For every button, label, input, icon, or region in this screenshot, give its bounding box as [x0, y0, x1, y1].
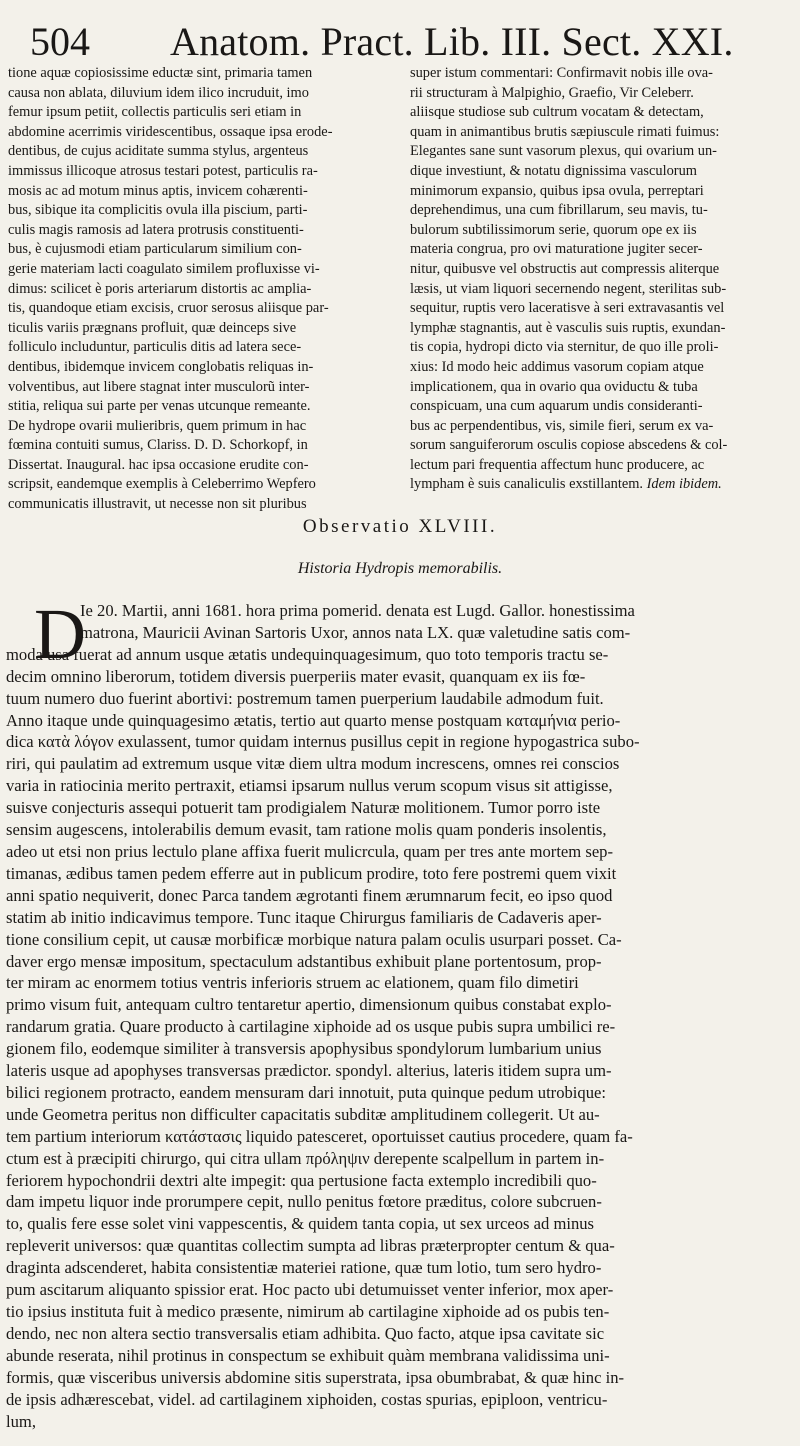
body-lines-line: anni spatio nequiverit, donec Parca tandem ægrotanti finem ærumnarum fecit, eo ipso quod — [6, 885, 613, 905]
left-column-line: stitia, reliqua sui parte per venas utcunque remeante. — [8, 398, 311, 415]
left-column-line: abdomine acerrimis viridescentibus, ossaque ipsa erode- — [8, 123, 333, 140]
source-citation: Idem ibidem. — [646, 476, 722, 493]
left-column-line: dentibus, de cujus aciditate summa stylus, argenteus — [8, 143, 309, 160]
body-lines-line: repleverit universos: quæ quantitas collectim sumpta ad libras præterpropter centum & qua- — [6, 1236, 615, 1256]
body-lines-line: tione consilium cepit, ut causæ morbificæ morbique natura palam oculis usurpari posset. Ca- — [6, 929, 622, 949]
body-lines-line: Anno itaque unde quinquagesimo ætatis, tertio aut quarto mense postquam καταμήνια perio- — [6, 710, 621, 730]
left-column-line: tis, quandoque etiam excisis, cruor serosus aliisque par- — [8, 300, 329, 317]
left-column-line: Dissertat. Inaugural. hac ipsa occasione erudite con- — [8, 456, 309, 473]
left-column-line: De hydrope ovarii mulieribris, quem primum in hac — [8, 417, 307, 434]
body-lines-line: decim omnino liberorum, totidem diversis puerperiis mater evasit, quanquam ex iis fœ- — [6, 666, 586, 686]
left-column-line: immissus illicoque atrosus testari potest, particulis ra- — [8, 162, 318, 179]
left-column-line: femur ipsum petiit, collectis particulis seri etiam in — [8, 104, 302, 121]
page-number: 504 — [30, 19, 90, 64]
body-lines-line: lateris usque ad apophyses transversas prædictor. spondyl. alterius, lateris itidem supra um- — [6, 1061, 612, 1081]
left-column-line: scripsit, eandemque exemplis à Celeberrimo Wepfero — [8, 476, 316, 493]
right-column-line: dique investiunt, & notatu dignissima vasculorum — [410, 162, 697, 179]
left-column-line: culis magis ramosis ad latera protrusis constituenti- — [8, 221, 304, 238]
body-lines-line: suisve conjecturis assequi potuerit tam prodigialem Naturæ molitionem. Tumor porro iste — [6, 798, 601, 818]
observation-subtitle: Historia Hydropis memorabilis. — [297, 560, 503, 577]
body-lines-line: draginta adscenderet, habita consistentiæ materiei ratione, quæ tum lotio, tum sero hydro- — [6, 1258, 602, 1278]
body-lines-line: dica κατὰ λόγον exulassent, tumor quidam internus pusillus cepit in regione hypogastrica subo- — [6, 732, 640, 752]
body-lines-line: riri, qui paulatim ad extremum usque vitæ diem ultra modum increscens, omnes rei conscios — [6, 754, 620, 774]
body-lines-line: tio ipsius instituta fuit à medico præsente, nimirum ab cartilagine xiphoide ad os pubis ten- — [6, 1302, 610, 1321]
body-lines-line: bilici regionem protracto, eandem mensuram dari innotuit, puta quinque pedum utrobique: — [6, 1082, 606, 1102]
body-lines-line: ter miram ac enormem totius ventris inferioris struem ac elationem, quam filo dimetiri — [6, 973, 579, 993]
body-lines-line: statim ab initio indicavimus tempore. Tunc itaque Chirurgus familiaris de Cadaveris aper- — [6, 907, 602, 927]
body-lines-line: matrona, Mauricii Avinan Sartoris Uxor, annos nata LX. quæ valetudine satis com- — [80, 622, 631, 642]
drop-cap: D — [34, 594, 86, 674]
left-column-line: dimus: scilicet è poris arteriarum distortis ac amplia- — [8, 280, 312, 297]
two-column-section — [8, 64, 792, 513]
right-column-line: bulorum subtilissimorum serie, quorum ope ex iis — [410, 221, 697, 238]
right-column — [410, 64, 786, 495]
body-lines-line: gionem filo, eodemque similiter à transversis apophysibus spondylorum lumbarium unius — [6, 1039, 602, 1059]
right-column-line: implicationem, qua in ovario qua oviductu & tuba — [410, 378, 698, 395]
right-column-line: lymphæ stagnantis, aut è vasculis suis ruptis, exundan- — [410, 319, 726, 336]
right-column-line: xius: Id modo heic addimus vasorum copiam atque — [410, 358, 704, 375]
body-lines-line: randarum gratia. Quare producto à cartilagine xiphoide ad os usque pubis supra umbilici re- — [6, 1017, 616, 1037]
left-column-line: ticulis variis prægnans profluit, quæ deinceps sive — [8, 319, 297, 336]
right-column-line: sequitur, ruptis vero laceratisve à seri extravasantis vel — [410, 300, 725, 317]
right-column-line: deprehendimus, una cum fibrillarum, seu mavis, tu- — [410, 202, 708, 219]
body-lines-line: Ie 20. Martii, anni 1681. hora prima pomerid. denata est Lugd. Gallor. honestissima — [80, 601, 635, 620]
body-lines-line: moda usa fuerat ad annum usque ætatis undequinquagesimum, quo toto temporis tractu se- — [6, 644, 609, 664]
left-column-line: causa non ablata, diluvium idem ilico incruduit, imo — [8, 84, 309, 101]
right-column-line: rii structuram à Malpighio, Graefio, Vir Celeberr. — [410, 84, 694, 101]
left-column-line: bus, sibique ita complicitis ovula illa piscium, parti- — [8, 202, 308, 219]
left-column-line: tione aquæ copiosissime eductæ sint, primaria tamen — [8, 65, 313, 81]
body-lines-line: varia in ratiocinia merito pertraxit, etiamsi ipsarum nullus verum scopum visus sit attigisse, — [6, 776, 613, 796]
right-column-line: aliisque studiose sub cultrum vocatam & detectam, — [410, 104, 704, 121]
body-lines-line: dam impetu liquor inde prorumpere cepit, nullo penitus fœtore præditus, colore subcruen- — [6, 1192, 602, 1212]
page-header — [30, 18, 790, 70]
right-column-line: læsis, ut viam liquori secernendo negent, sterilitas sub- — [410, 280, 727, 297]
right-column-line: Elegantes sane sunt vasorum plexus, qui ovarium un- — [410, 143, 717, 160]
left-column-line: volventibus, aut libere stagnat inter musculorũ inter- — [8, 378, 310, 395]
body-lines-line: timanas, ædibus tamen pedem efferre aut in publicum prodire, toto fere postremi quem vixit — [6, 863, 617, 883]
body-lines-line: feriorem hypochondrii dextri alte impegit: qua pertusione facta extemplo incredibili quo- — [6, 1170, 597, 1190]
left-column-line: fœmina contuiti sumus, Clariss. D. D. Schorkopf, in — [8, 437, 308, 454]
observation-title: Observatio XLVIII. — [302, 516, 498, 537]
left-column-line: bus, è cujusmodi etiam particularum similium con- — [8, 241, 302, 258]
main-body-text — [6, 594, 798, 1432]
body-lines-line: tuum numero duo fuerint abortivi: postremum tamen puerperium laudabile admodum fuit. — [6, 688, 604, 708]
body-lines-line: adeo ut etsi non prius lectulo plane affixa fuerit mulicrcula, quam per tres ante mortem sep- — [6, 841, 614, 861]
right-column-line: quam in animantibus brutis sæpiuscule rimati fuimus: — [410, 123, 720, 140]
left-column-line: gerie materiam lacti coagulato similem profluxisse vi- — [8, 260, 320, 277]
left-column — [8, 64, 388, 515]
right-column-line: bus ac perpendentibus, vis, simile fieri, serum ex va- — [410, 417, 714, 434]
left-column-line: mosis ac ad motum minus aptis, invicem cohærenti- — [8, 182, 308, 199]
body-lines-line: to, qualis fere esse solet vini vappescentis, & quidem tanta copia, ut sex urceos ad minus — [6, 1214, 595, 1234]
body-lines-line: primo visum fuit, antequam cultro tentaretur apertio, dimensionum quibus constabat explo- — [6, 995, 612, 1015]
body-lines-line: de ipsis adhærescebat, videl. ad cartilaginem xiphoiden, costas spurias, epiploon, ventricu- — [6, 1389, 608, 1409]
body-lines-line: ctum est à præcipiti chirurgo, qui citra ullam πρόληψιν derepente scalpellum in partem in- — [6, 1148, 605, 1168]
left-column-line: folliculo includuntur, particulis ditis ad latera sece- — [8, 339, 302, 356]
right-column-line: lectum pari frequentia affectum hunc producere, ac — [410, 456, 705, 473]
right-column-line — [410, 475, 786, 495]
body-lines-line: formis, quæ visceribus universis abdomine sitis superstrata, ipsa obumbrabat, & quæ hinc in- — [6, 1367, 625, 1387]
left-column-line: communicatis illustravit, ut necesse non sit pluribus — [8, 496, 307, 513]
body-lines-line: tem partium interiorum κατάστασις liquido patesceret, oportuisset cautius procedere, quam fa- — [6, 1126, 633, 1146]
body-lines-line: pum ascitarum aliquanto spissior erat. Hoc pacto ubi detumuisset venter inferior, mox aper- — [6, 1280, 614, 1300]
right-column-line: minimorum expansio, quibus ipsa ovula, perreptari — [410, 182, 704, 199]
body-lines-line: dendo, nec non altera sectio transversalis etiam adhibita. Quo facto, atque ipsa cavitate sic — [6, 1323, 605, 1343]
right-column-line: sorum sanguiferorum osculis copiose abscedens & col- — [410, 437, 728, 454]
running-head: Anatom. Pract. Lib. III. Sect. XXI. — [170, 19, 734, 64]
right-column-line: super istum commentari: Confirmavit nobis ille ova- — [410, 65, 713, 81]
right-column-line: nitur, quibusve vel obstructis aut compressis aliterque — [410, 260, 720, 277]
right-column-line: tis copia, hydropi dicto via sternitur, de quo ille proli- — [410, 339, 719, 356]
body-lines-line: sensim augescens, intolerabilis demum evasit, tam ratione molis quam ponderis insolentis, — [6, 820, 607, 840]
right-column-line-text: lympham è suis canaliculis exstillantem. — [410, 476, 643, 493]
right-column-line: conspicuam, una cum aquarum undis consideranti- — [410, 398, 703, 415]
body-lines-line: abunde reserata, nihil protinus in conspectum se exhibuit quàm membrana validissima uni- — [6, 1345, 610, 1365]
left-column-line: dentibus, ibidemque invicem conglobatis reliquas in- — [8, 358, 314, 375]
body-lines-line: lum, — [6, 1411, 36, 1431]
right-column-line: materia congrua, pro ovi maturatione jugiter secer- — [410, 241, 703, 258]
body-lines-line: daver ergo mensæ impositum, spectaculum adstantibus exhibuit plane portentosum, prop- — [6, 951, 602, 971]
body-lines-line: unde Geometra peritus non difficulter capacitatis subditæ amplitudinem collegerit. Ut au- — [6, 1104, 600, 1124]
